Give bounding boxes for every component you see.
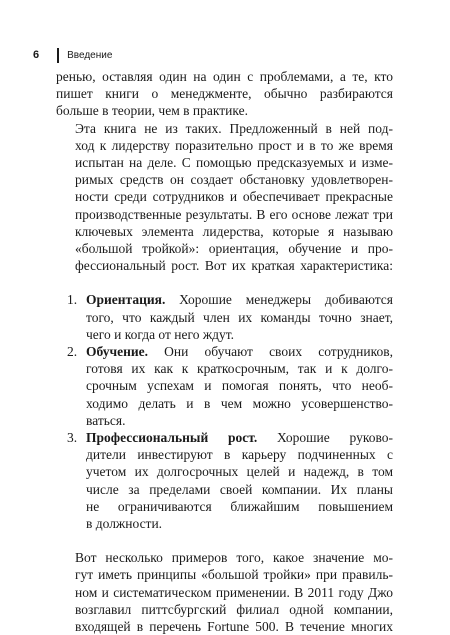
text-line: римых средств он создает обстановку удовлетворен- (75, 172, 393, 188)
text-line: ключевых элемента лидерства, которые я называю (75, 223, 393, 239)
text-line: Вот несколько примеров того, какое значение мо- (75, 550, 393, 566)
list-text: Хорошие руково- (257, 430, 393, 446)
text-line: ренью, оставляя один на один с проблемами, а те, кто (56, 69, 393, 84)
page-number: 6 (33, 49, 40, 61)
list-item (56, 343, 393, 429)
text-line: пишет книги о менеджменте, обычно разбираются (56, 86, 393, 102)
list-text: Хорошие менеджеры добиваются (165, 292, 393, 308)
list-term: Профессиональный рост. (86, 430, 258, 446)
text-line: фессиональный рост. Вот их краткая характеристика: (75, 258, 393, 274)
text-line: срочным успехам и помогая понять, что необ- (86, 378, 393, 394)
text-line (86, 429, 393, 446)
text-line: в должности. (86, 516, 163, 532)
paragraph-gap (56, 274, 393, 291)
paragraph-intro (56, 120, 393, 275)
list-number: 1. (67, 292, 78, 308)
text-line: ходимо делать и в чем можно усовершенство- (86, 395, 393, 411)
text-line: испытан на деле. С помощью предсказуемых и изме- (75, 155, 393, 171)
text-line: чего и когда от него ждут. (86, 326, 235, 342)
page-body (56, 68, 393, 635)
list-item (56, 429, 393, 532)
text-line: входящей в перечень Fortune 500. В течение многих (75, 619, 393, 635)
paragraph-continuation (56, 68, 393, 120)
text-line (86, 291, 393, 308)
list-item (56, 291, 393, 343)
list-term: Ориентация. (86, 292, 166, 308)
text-line: того, что каждый член их команды точно знает, (86, 309, 393, 325)
list-text: Они обучают своих сотрудников, (148, 344, 393, 360)
text-line: числе за пределами своей компании. Их планы (86, 481, 393, 497)
header-divider (57, 48, 59, 63)
text-line: гут иметь принципы «большой тройки» при правиль- (75, 567, 393, 583)
text-line: ном и систематическом применении. В 2011 году Джо (75, 584, 393, 600)
chapter-title: Введение (67, 49, 113, 61)
text-line: учетом их долгосрочных целей и надежд, в том (86, 464, 393, 480)
list-term: Обучение. (86, 344, 149, 360)
paragraph-examples (56, 549, 393, 635)
text-line: производственные результаты. В его основе лежат три (75, 206, 393, 222)
paragraph-gap (56, 532, 393, 549)
text-line: «большой тройкой»: ориентация, обучение и про- (75, 241, 393, 257)
text-line: возглавил питтсбургский филиал одной компании, (75, 601, 393, 617)
text-line: ход к лидерству поразительно прост и в то же время (75, 137, 393, 153)
running-header (33, 46, 112, 64)
list-number: 2. (67, 344, 78, 360)
numbered-list (56, 291, 393, 532)
text-line: больше в теории, чем в практике. (56, 103, 248, 119)
text-line: дители инвестируют в карьеру подчиненных с (86, 447, 393, 463)
text-line (86, 343, 393, 360)
text-line: Эта книга не из таких. Предложенный в ней под- (75, 120, 393, 136)
text-line: ности среди сотрудников и обеспечивает прекрасные (75, 189, 393, 205)
text-line: не ограничиваются ближайшим повышением (86, 498, 393, 514)
list-number: 3. (67, 430, 78, 446)
text-line: готовя их как к краткосрочным, так и к долго- (86, 361, 393, 377)
text-line: ваться. (86, 412, 126, 428)
